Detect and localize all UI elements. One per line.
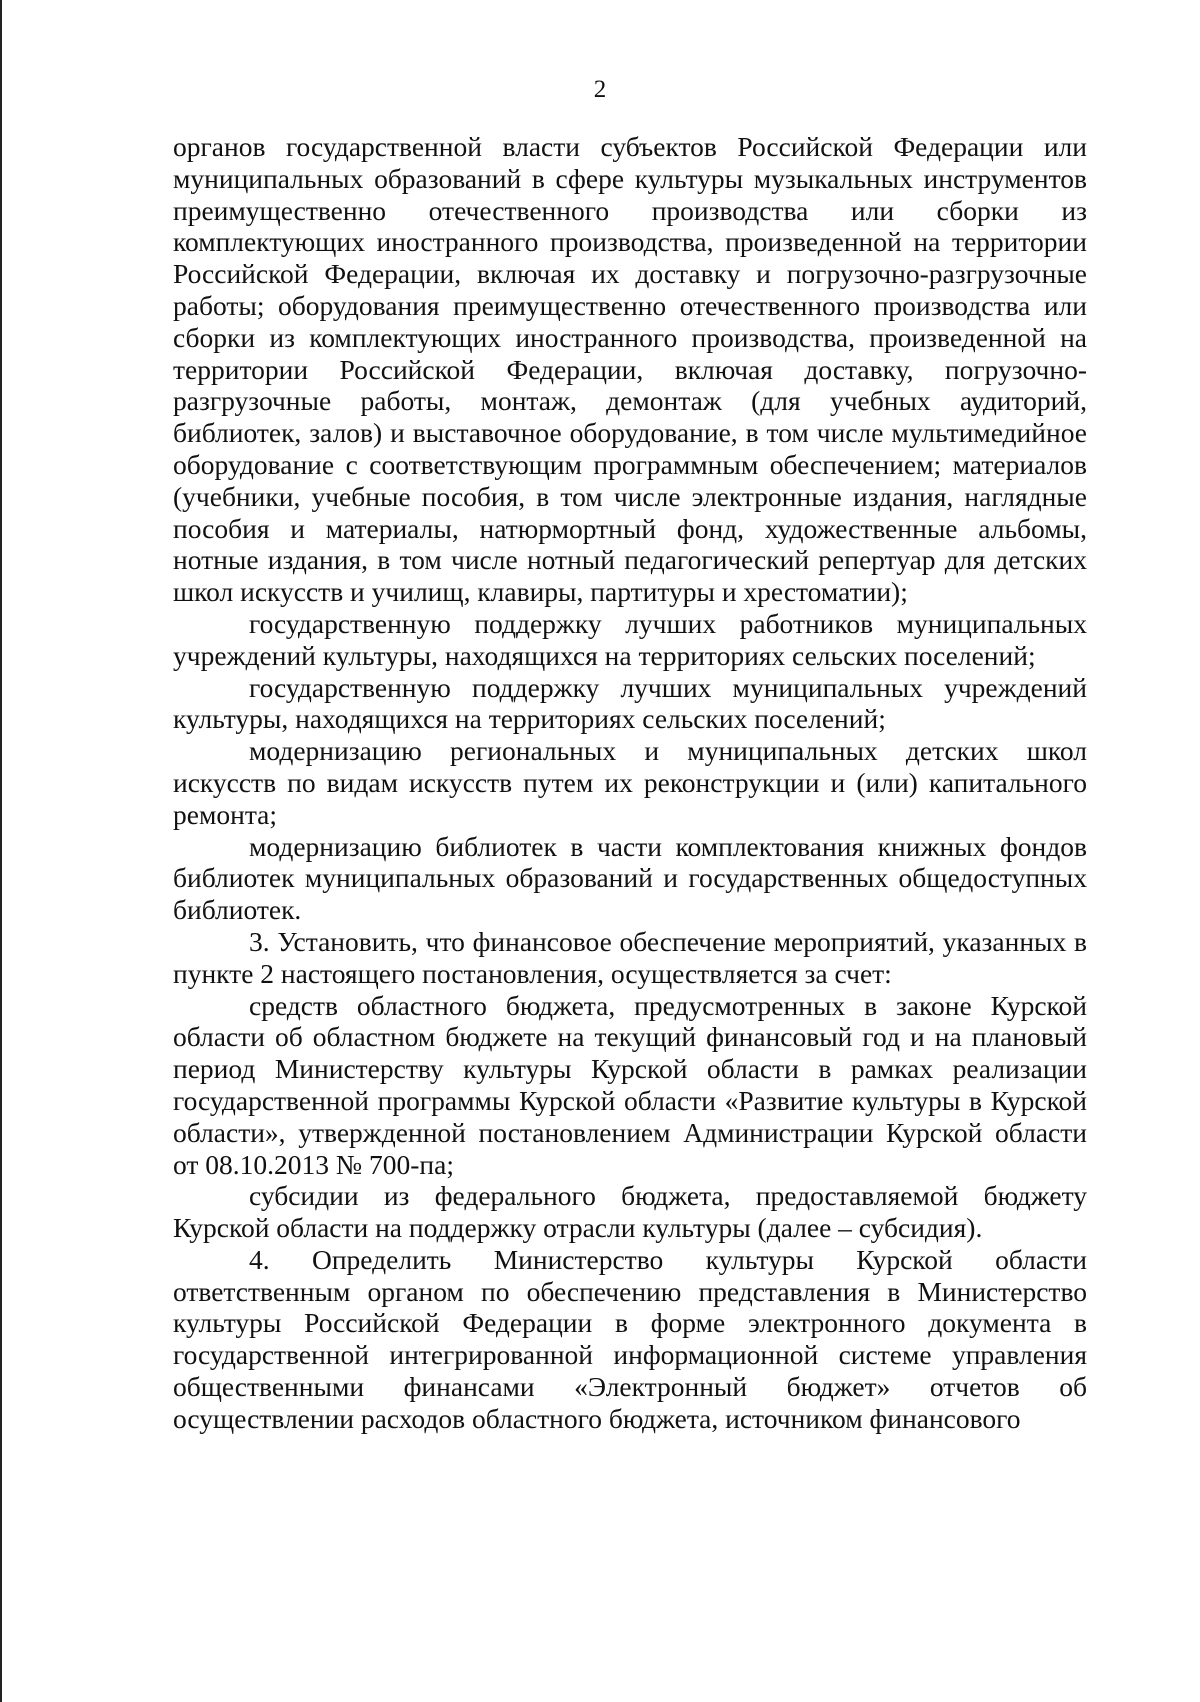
paragraph-item-3: 3. Установить, что финансовое обеспечение мероприятий, указанных в пункте 2 настоящего постановления, осуществляется за счет: [173,925,1087,989]
paragraph-item-4: 4. Определить Министерство культуры Курской области ответственным органом по обеспечению представления в Министерство культуры Российской Федерации в форме электронного документа в государственной интегрированной информационной системе управления общественными финансами «Электронный бюджет» отчетов об осуществлении расходов областного бюджета, источником финансового [173,1243,1087,1434]
paragraph-federal-subsidy: субсидии из федерального бюджета, предоставляемой бюджету Курской области на поддержку отрасли культуры (далее – субсидия). [173,1180,1087,1244]
page-number: 2 [593,76,607,103]
page-left-edge [0,0,2,1702]
paragraph-modernization-schools: модернизацию региональных и муниципальных детских школ искусств по видам искусств путем их реконструкции и (или) капитального ремонта; [173,735,1087,830]
paragraph-continuation: органов государственной власти субъектов Российской Федерации или муниципальных образований в сфере культуры музыкальных инструментов преимущественно отечественного производства или сборки из комплектующих иностранного производства, произведенной на территории Российской Федерации, включая их доставку и погрузочно-разгрузочные работы; оборудования преимущественно отечественного производства или сборки из комплектующих иностранного производства, произведенной на территории Российской Федерации, включая доставку, погрузочно-разгрузочные работы, монтаж, демонтаж (для учебных аудиторий, библиотек, залов) и выставочное оборудование, в том числе мультимедийное оборудование с соответствующим программным обеспечением; материалов (учебники, учебные пособия, в том числе электронные издания, наглядные пособия и материалы, натюрмортный фонд, художественные альбомы, нотные издания, в том числе нотный педагогический репертуар для детских школ искусств и училищ, клавиры, партитуры и хрестоматии); [173,131,1087,608]
paragraph-support-institutions: государственную поддержку лучших муниципальных учреждений культуры, находящихся на территориях сельских поселений; [173,671,1087,735]
paragraph-regional-budget: средств областного бюджета, предусмотренных в законе Курской области об областном бюджете на текущий финансовый год и на плановый период Министерству культуры Курской области в рамках реализации государственной программы Курской области «Развитие культуры в Курской области», утвержденной постановлением Администрации Курской области от 08.10.2013 № 700-па; [173,989,1087,1180]
document-body [173,131,1087,1435]
paragraph-modernization-libraries: модернизацию библиотек в части комплектования книжных фондов библиотек муниципальных образований и государственных общедоступных библиотек. [173,830,1087,926]
paragraph-support-workers: государственную поддержку лучших работников муниципальных учреждений культуры, находящихся на территориях сельских поселений; [173,607,1087,671]
